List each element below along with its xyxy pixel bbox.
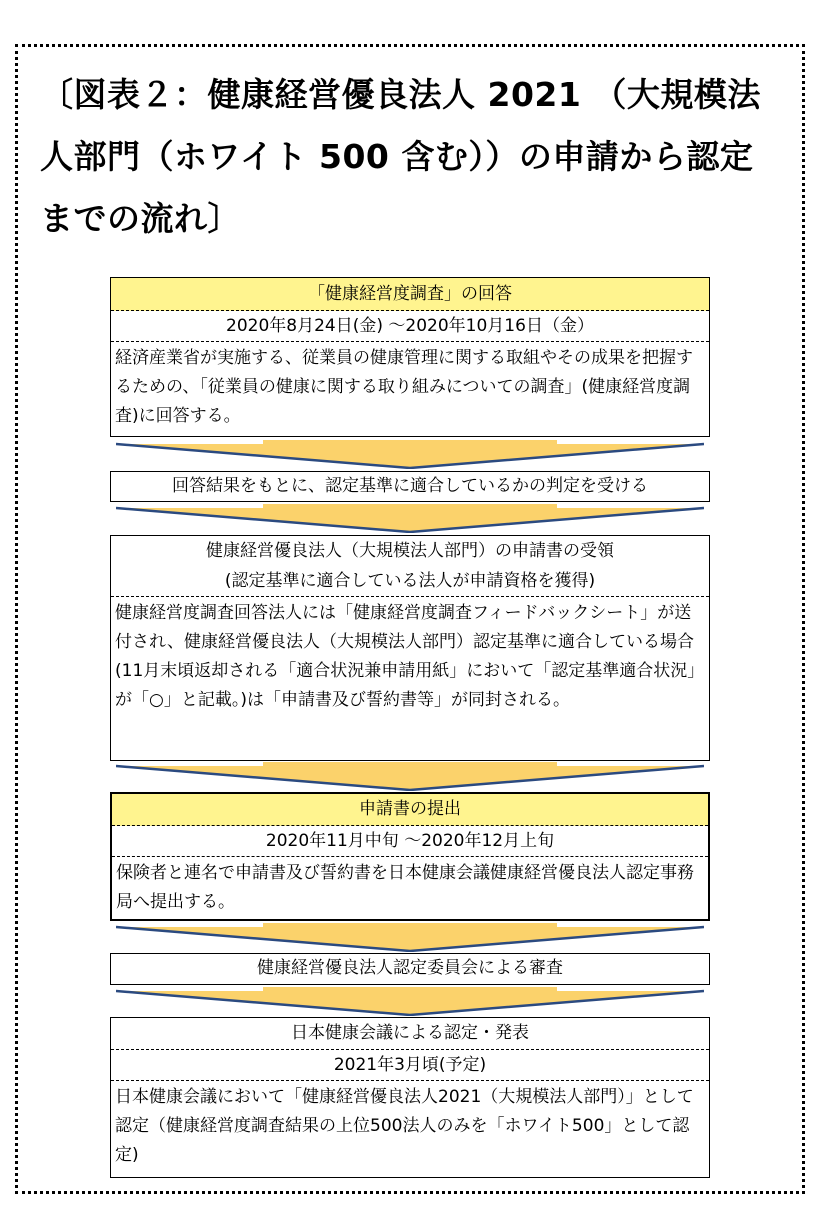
step-4-body: 保険者と連名で申請書及び誓約書を日本健康会議健康経営優良法人認定事務局へ提出する。 xyxy=(116,863,694,912)
step-3-subheading: (認定基準に適合している法人が申請資格を獲得) xyxy=(111,566,709,597)
step-6-period: 2021年3月頃(予定) xyxy=(111,1050,709,1081)
step-3-heading: 健康経営優良法人（大規模法人部門）の申請書の受領 xyxy=(206,541,614,561)
step-4-heading: 申請書の提出 xyxy=(112,794,708,826)
step-1-heading: 「健康経営度調査」の回答 xyxy=(111,278,709,311)
step-6-heading: 日本健康会議による認定・発表 xyxy=(111,1018,709,1050)
step-2-box xyxy=(110,471,710,502)
step-4-period: 2020年11月中旬 ～2020年12月上旬 xyxy=(112,826,708,857)
flow-arrow-5 xyxy=(116,986,704,1016)
step-5-heading: 健康経営優良法人認定委員会による審査 xyxy=(257,958,563,978)
step-6-body: 日本健康会議において「健康経営優良法人2021（大規模法人部門）」として認定（健康経営度調査結果の上位500法人のみを「ホワイト500」として認定) xyxy=(115,1087,694,1165)
step-3-body: 健康経営度調査回答法人には「健康経営度調査フィードバックシート」が送付され、健康経営優良法人（大規模法人部門）認定基準に適合している場合(11月末頃返却される「適合状況兼申請用紙」において「認定基準適合状況」が「○」と記載。)は「申請書及び誓約書等」が同封される。 xyxy=(115,603,705,710)
figure-title: 〔図表２：健康経営優良法人 2021 （大規模法人部門（ホワイト 500 含む））の申請から認定までの流れ〕 xyxy=(40,75,761,238)
step-2-heading: 回答結果をもとに、認定基準に適合しているかの判定を受ける xyxy=(172,476,648,496)
flow-arrow-2 xyxy=(116,503,704,533)
step-3-box xyxy=(110,535,710,761)
step-4-box xyxy=(110,792,710,921)
flow-arrow-1 xyxy=(116,439,704,469)
flow-arrow-4 xyxy=(116,922,704,952)
flow-arrow-3 xyxy=(116,761,704,791)
step-1-body: 経済産業省が実施する、従業員の健康管理に関する取組やその成果を把握するための、「従業員の健康に関する取り組みについての調査」(健康経営度調査)に回答する。 xyxy=(115,348,693,426)
step-1-box xyxy=(110,277,710,437)
step-5-box xyxy=(110,953,710,985)
step-6-box xyxy=(110,1017,710,1178)
step-1-period: 2020年8月24日(金) ～2020年10月16日（金） xyxy=(111,311,709,342)
